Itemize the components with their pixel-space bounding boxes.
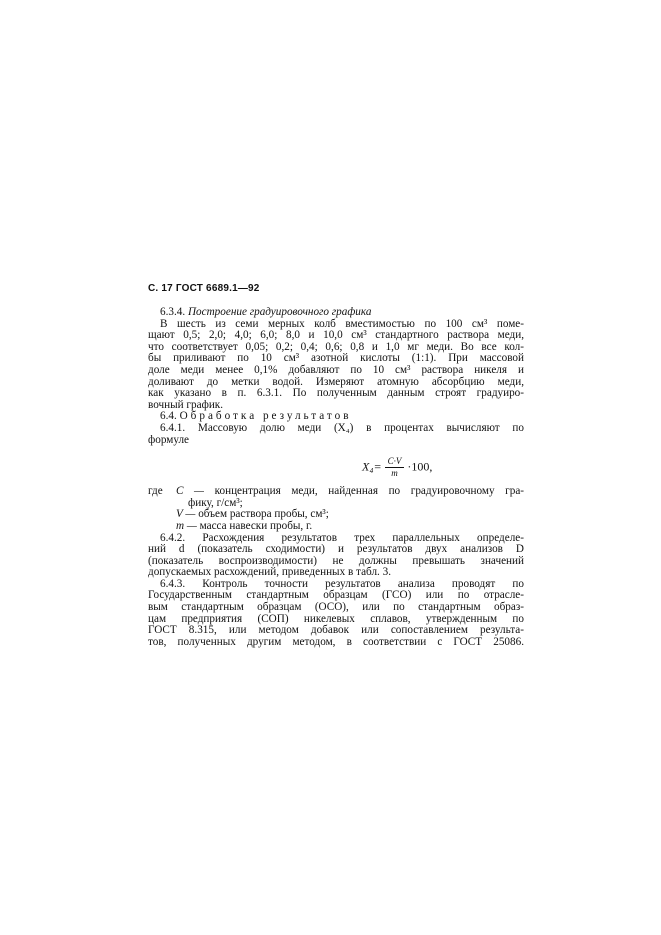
para-line: доле меди менее 0,1% добавляют по 10 см³ раствора никеля и <box>148 363 524 376</box>
formula-fraction <box>385 456 405 479</box>
formula-numerator: C·V <box>385 456 405 468</box>
definition <box>148 521 524 533</box>
para-line: щают 0,5; 2,0; 4,0; 6,0; 8,0 и 10,0 см³ стандартного раствора меди, <box>148 329 524 342</box>
para-line: ГОСТ 8.315, или методом добавок или сопоставлением результа- <box>148 624 524 637</box>
def-text: концентрация меди, найденная по градуировочному гра- <box>214 485 525 498</box>
section-number: 6.4. <box>160 410 177 423</box>
section-title: Построение градуировочного графика <box>187 306 372 318</box>
para-line: 6.4.1. Массовую долю меди (X₄) в процентах вычисляют по <box>160 421 524 434</box>
para-line: бы приливают по 10 см³ азотной кислоты (1:1). При массовой <box>148 352 524 365</box>
formula-denominator: m <box>391 468 398 479</box>
section-title: Обработка результатов <box>179 410 352 423</box>
para-line: вочный график. <box>148 398 224 411</box>
def-symbol: V — <box>176 508 196 521</box>
document-body <box>148 307 524 648</box>
def-text: объем раствора пробы, см³; <box>198 508 329 521</box>
para-line: допускаемых расхождений, приведенных в табл. 3. <box>148 566 392 579</box>
para-line: цам предприятия (СОП) никелевых сплавов, утвержденным по <box>148 612 524 625</box>
para-line: вым стандартным образцам (ОСО), или по стандартным образ- <box>148 601 524 614</box>
para-line: Государственным стандартным образцам (ГСО) или по отрасле- <box>148 589 524 602</box>
def-text: масса навески пробы, г. <box>199 519 313 532</box>
para-line: 6.4.2. Расхождения результатов трех параллельных определе- <box>160 531 524 544</box>
formula-rhs: ·100, <box>407 459 433 474</box>
para-line: формуле <box>148 433 189 446</box>
para-line: доливают до метки водой. Измеряют атомную абсорбцию меди, <box>148 375 524 388</box>
formula <box>148 446 524 486</box>
para-line: В шесть из семи мерных колб вместимостью по 100 см³ поме- <box>160 317 524 330</box>
where-label: где <box>148 485 163 498</box>
def-symbol: C — <box>176 485 205 498</box>
def-symbol: m — <box>176 519 197 532</box>
formula-lhs: X₄= <box>362 459 382 474</box>
para-line: что соответствует 0,05; 0,2; 0,4; 0,6; 0,8 и 1,0 мг меди. Во все кол- <box>148 340 524 353</box>
para-line: 6.4.3. Контроль точности результатов анализа проводят по <box>160 577 524 590</box>
definition <box>148 486 524 498</box>
para-line: (показатель воспроизводимости) не должны превышать значений <box>148 554 524 567</box>
para-line: как указано в п. 6.3.1. По полученным данным строят градуиро- <box>148 387 524 400</box>
section-6-3-4-title <box>148 307 524 319</box>
page-header: С. 17 ГОСТ 6689.1—92 <box>148 283 260 294</box>
para-line: тов, полученных другим методом, в соответствии с ГОСТ 25086. <box>148 635 524 648</box>
para-line: ний d (показатель сходимости) и результатов двух анализов D <box>148 543 524 556</box>
def-continuation: фику, г/см³; <box>188 496 243 509</box>
section-number: 6.3.4. <box>160 306 186 318</box>
